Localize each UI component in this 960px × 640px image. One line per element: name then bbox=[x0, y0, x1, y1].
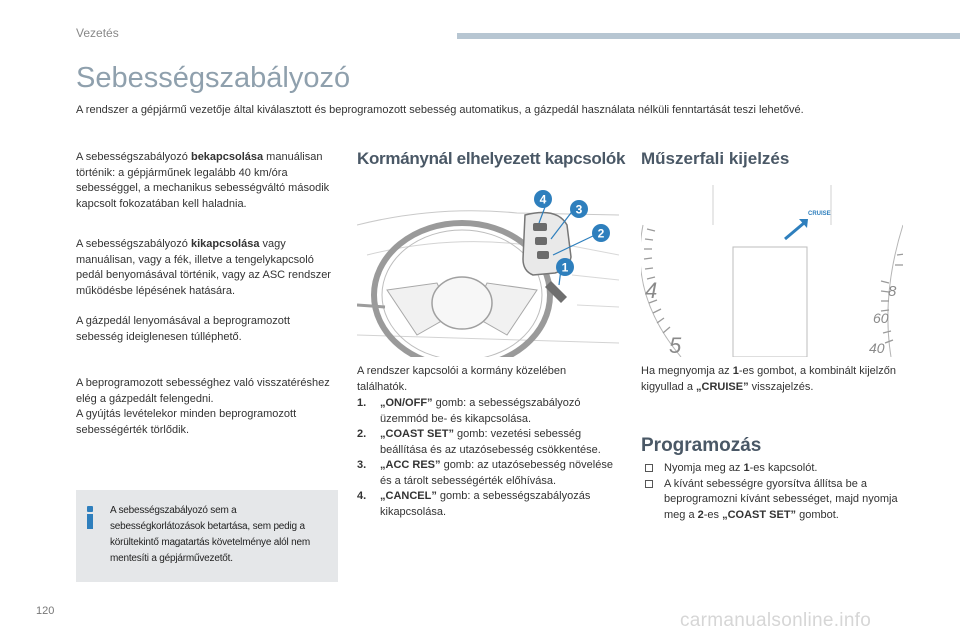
list-item: A kívánt sebességre gyorsítva állítsa be a beprogramozni kívánt sebességet, majd nyomja meg a 2-es „COAST SET” gombot. bbox=[641, 477, 903, 524]
resume-paragraph: A beprogramozott sebességhez való visszatéréshez elég a gázpedált felengedni. A gyújtás levételekor minden beprogramozott sebességérték törlődik. bbox=[76, 377, 330, 436]
instrument-cluster-drawing bbox=[641, 185, 903, 357]
deactivation-paragraph: A sebességszabályozó kikapcsolása vagy manuálisan, vagy a fék, illetve a tengelykapcsoló pedál benyomásával történik, vagy az ASC rendszer működésbe lépésének hatására. bbox=[76, 238, 331, 297]
page-title: Sebességszabályozó bbox=[76, 62, 351, 94]
gauge-number: 8 bbox=[888, 283, 897, 300]
gauge-number: 5 bbox=[669, 333, 682, 357]
cruise-display-text: Ha megnyomja az 1-es gombot, a kombinált kijelzőn kigyullad a „CRUISE” visszajelzés. bbox=[641, 365, 896, 393]
callout-2: 2 bbox=[597, 226, 605, 241]
intro-text: A rendszer a gépjármű vezetője által kiválasztott és beprogramozott sebesség automatikus, a gázpedál használata nélküli fenntartását teszi lehetővé. bbox=[76, 104, 804, 116]
dashboard-display-heading: Műszerfali kijelzés bbox=[641, 149, 790, 168]
header-bar bbox=[457, 33, 960, 39]
list-item: 3. „ACC RES” gomb: az utazósebesség növelése és a tárolt sebességérték előhívása. bbox=[357, 459, 613, 487]
cruise-indicator: CRUISE bbox=[808, 211, 831, 217]
list-item: Nyomja meg az 1-es kapcsolót. bbox=[641, 461, 903, 477]
callout-3: 3 bbox=[575, 202, 583, 217]
page-number: 120 bbox=[36, 605, 55, 617]
callout-1: 1 bbox=[561, 260, 569, 275]
list-item: 4. „CANCEL” gomb: a sebességszabályozás kikapcsolása. bbox=[357, 490, 591, 518]
callout-4: 4 bbox=[539, 192, 547, 207]
steering-wheel-illustration bbox=[357, 185, 619, 357]
gauge-number: 4 bbox=[645, 278, 658, 303]
gauge-number: 40 bbox=[869, 340, 885, 356]
instrument-cluster-illustration bbox=[641, 185, 903, 357]
info-box bbox=[76, 490, 338, 582]
section-label: Vezetés bbox=[76, 26, 119, 40]
list-item: 1. „ON/OFF” gomb: a sebességszabályozó üzemmód be- és kikapcsolása. bbox=[357, 397, 581, 425]
steering-wheel-drawing bbox=[357, 185, 619, 357]
controls-lead: A rendszer kapcsolói a kormány közelében találhatók. bbox=[357, 365, 567, 393]
steering-controls-heading: Kormánynál elhelyezett kapcsolók bbox=[357, 149, 626, 168]
checkbox-icon bbox=[645, 480, 653, 488]
info-text: A sebességszabályozó sem a sebességkorlátozások betartása, sem pedig a körültekintő magatartás követelménye alól nem mentesíti a gépjárművezetőt. bbox=[110, 505, 310, 564]
gauge-number: 60 bbox=[873, 310, 889, 326]
list-item: 2. „COAST SET” gomb: vezetési sebesség beállítása és az utazósebesség csökkentése. bbox=[357, 428, 601, 456]
checkbox-icon bbox=[645, 464, 653, 472]
programming-heading: Programozás bbox=[641, 435, 762, 456]
info-icon bbox=[86, 506, 94, 530]
override-paragraph: A gázpedál lenyomásával a beprogramozott sebesség ideiglenesen túlléphető. bbox=[76, 315, 291, 343]
controls-list bbox=[357, 396, 619, 520]
activation-paragraph: A sebességszabályozó bekapcsolása manuálisan történik: a gépjárműnek legalább 40 km/óra sebességgel, a mechanikus sebességváltó második kapcsolt fokozatában kell haladnia. bbox=[76, 151, 330, 210]
programming-steps bbox=[641, 461, 903, 523]
watermark: carmanualsonline.info bbox=[680, 610, 872, 631]
